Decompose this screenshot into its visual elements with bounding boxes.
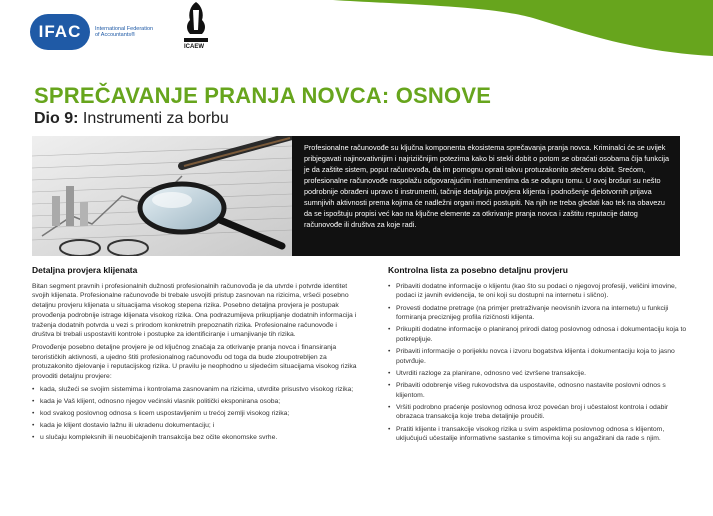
ifac-logo [30,14,157,50]
ifac-name: International Federation of Accountants® [95,25,154,38]
right-column [388,266,688,446]
list-item: • Provesti dodatne pretrage (na primjer pretraživanje neovisnih izvora na internetu) u funkciji formiranja preciznijeg profila rizičnosti klijenta. [388,304,688,323]
list-item: • Pratiti klijente i transakcije visokog rizika u svim aspektima poslovnog odnosa s klijentom, uključujući učestalije informativne sastanke s timovima koji su angažirani da rade s njim. [388,425,688,444]
list-item: • kod svakog poslovnog odnosa s licem uspostavljenim u trećoj zemlji visokog rizika; [32,409,357,419]
icaew-label: ICAEW [184,44,204,50]
list-item: • kada, služeći se svojim sistemima i kontrolama zasnovanim na rizicima, utvrdite prisustvo visokog rizika; [32,385,357,395]
magnifying-glass-documents-image [32,136,292,256]
subtitle-rest: Instrumenti za borbu [78,110,229,127]
list-item: • u slučaju kompleksnih ili neuobičajenih transakcija bez očite ekonomske svrhe. [32,433,357,443]
list-item: • Pribaviti dodatne informacije o klijentu (kao što su podaci o njegovoj profesiji, veličini imovine, podaci iz javnih evidencija, te oni koji su dostupni na internetu i slično). [388,282,688,301]
left-heading: Detaljna provjera klijenata [32,265,138,275]
page-title: SPREČAVANJE PRANJA NOVCA: OSNOVE [34,83,492,108]
left-bullet-list [32,385,357,443]
list-item: • Pribaviti informacije o porijeklu novca i izvoru bogatstva klijenta i dokumentaciju koja to jasno potvrđuje. [388,347,688,366]
list-item: • Vršiti podrobno praćenje poslovnog odnosa kroz povećan broj i učestalost kontrola i odabir obrazaca transakcija koje treba detaljnije proučiti. [388,403,688,422]
page-subtitle [34,110,229,128]
ifac-badge: IFAC [30,14,90,50]
left-column [32,266,357,445]
left-paragraph-2: Provođenje posebno detaljne provjere je od ključnog značaja za otkrivanje pranja novca i finansiranja terorističkih aktivnosti, a ujedno štiti profesionalnog računovođu od toga da bude zloupotrebljen za protuzakonito djelovanje i reputacijskog rizika. U pravilu je neophodno u sljedećim situacijama visokog rizika provoditi detaljnu provjere: [32,343,357,381]
right-heading: Kontrolna lista za posebno detaljnu provjeru [388,265,568,275]
list-item: • Prikupiti dodatne informacije o planiranoj prirodi datog poslovnog odnosa i dokumentaciju koja to potkrepljuje. [388,325,688,344]
list-item: • kada je klijent dostavio lažnu ili ukradenu dokumentaciju; i [32,421,357,431]
list-item: • Utvrditi razloge za planirane, odnosno već izvršene transakcije. [388,369,688,379]
left-paragraph-1: Bitan segment pravnih i profesionalnih dužnosti profesionalnih računovođa je da utvrde i potvrde identitet svojih klijenata. Profesionalne računovođe bi trebale usvojiti pristup zasnovan na rizicima, vršeći posebno detaljnu provjeru klijenata u situacijama visokog stepena rizika. Posebno detaljna provjera je postupak provođenja podrobnije istrage klijenata visokog rizika. Ona podrazumijeva prikupljanje dodatnih informacija i traženja dodatnih potvrda u vezi s prirodom konkretnih prepoznatih rizika. Profesionalne računovođe i društva bi trebali uspostaviti kontrole i postupke za identificiranje i umanjivanje tih rizika. [32,282,357,339]
intro-text: Profesionalne računovođe su ključna komponenta ekosistema sprečavanja pranja novca. Kriminalci će se uvijek pribjegavati najinovativnijim i najriziičnijim potezima kako bi stekli dobit o potom se obraćati osobama čija funkcija je da zaštite sistem, poput računovođa, da im pomognu oprati takvu protuzakonito stečenu dobit. Srećom, profesionalne računovođe raspolažu odgovarajućim instrumentima da se odupru tomu. U ovoj brošuri su nešto podrobnije obrađeni upravo ti instrumenti, tačnije detaljnija provjera klijenta i podnošenje djelotvornih prijava sumnjivih aktivnosti prema kojima će nadležni organi moći postupiti. Na njih ne treba gledati kao tek na obavezu da se ispoštuju propisi već kao na ključne elemente za otkrivanje pranja novca i zaštitu reputacije datog računovođe ili društva za koje radi. [292,136,680,256]
list-item: • Pribaviti odobrenje višeg rukovodstva da uspostavite, odnosno nastavite poslovni odnos s klijentom. [388,381,688,400]
subtitle-prefix: Dio 9: [34,110,79,127]
header-green-swoosh [333,0,713,56]
list-item: • kada je Vaš klijent, odnosno njegov većinski vlasnik politički eksponirana osoba; [32,397,357,407]
checklist [388,282,688,444]
